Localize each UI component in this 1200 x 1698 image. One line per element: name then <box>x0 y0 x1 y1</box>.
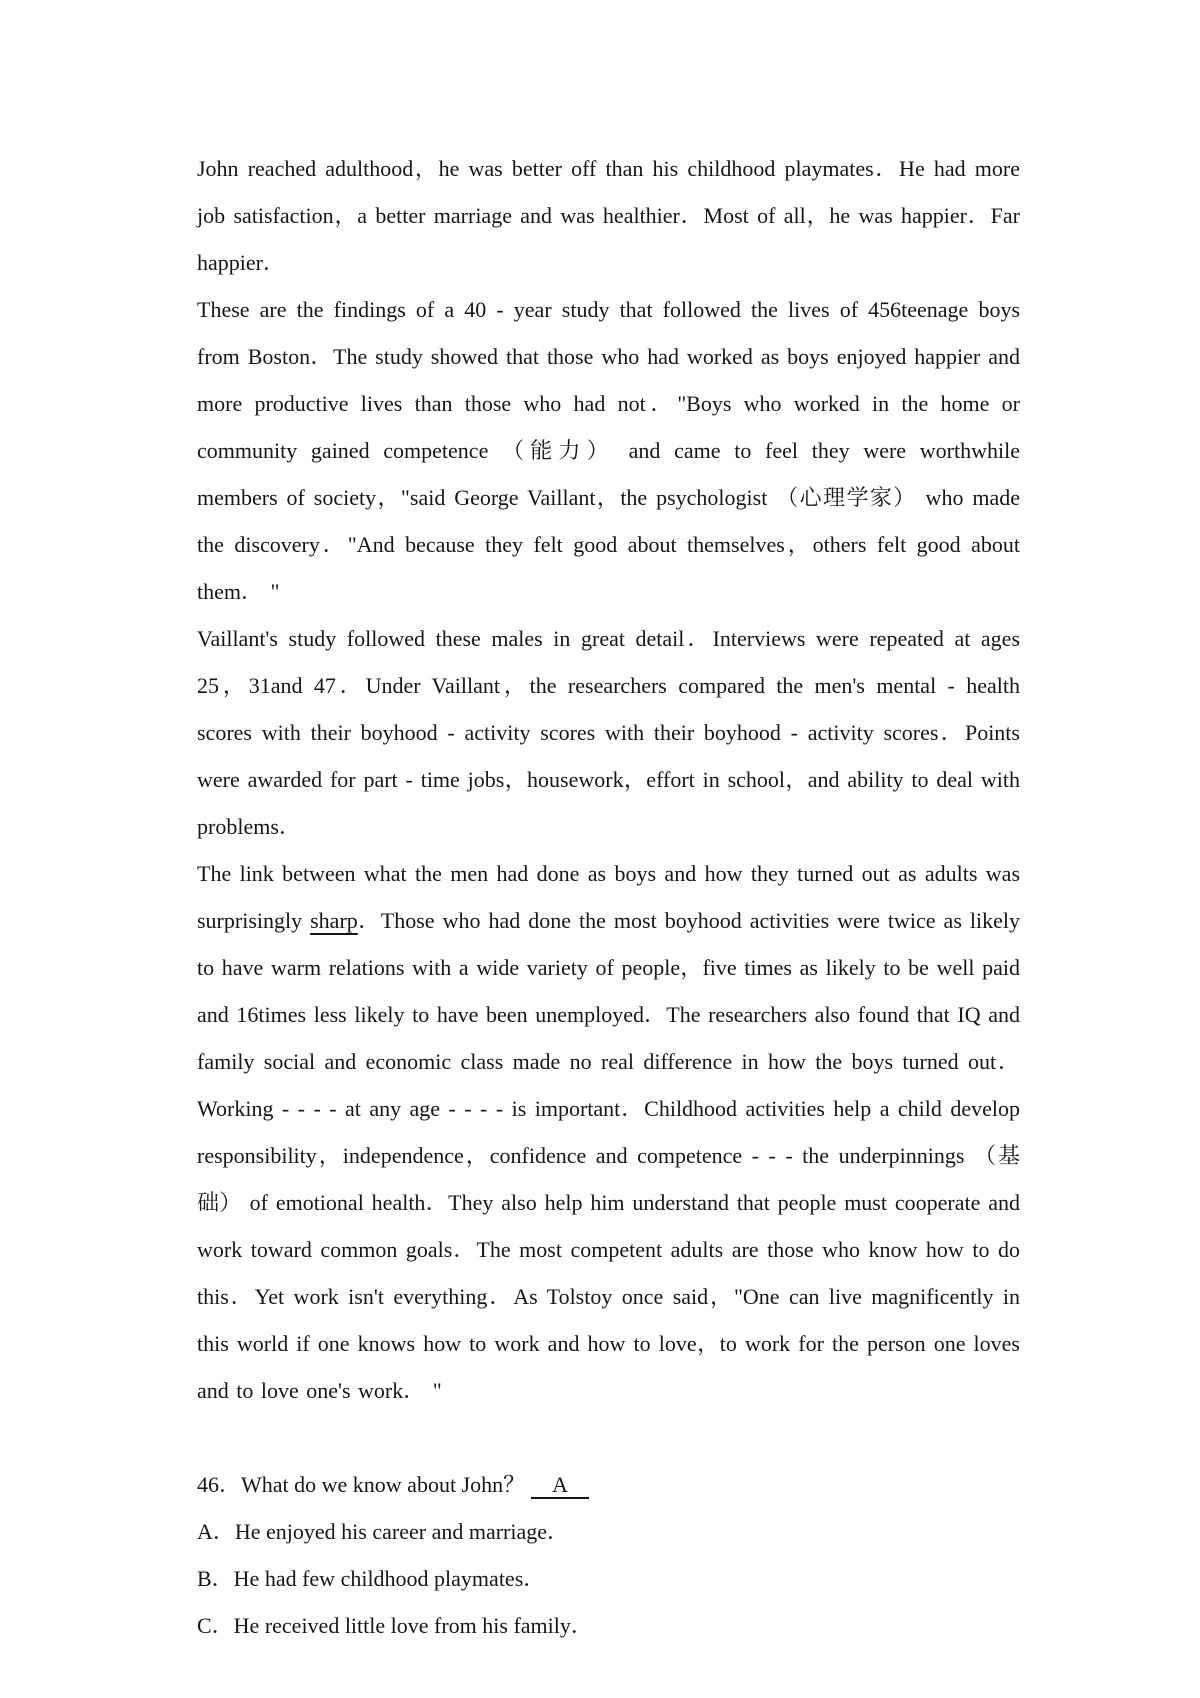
question-section <box>197 1461 1020 1649</box>
passage-paragraph-2: These are the findings of a 40 - year study that followed the lives of 456teenage boys from Boston．The study showed that those who had worked as boys enjoyed happier and more productive lives than those who had not．"Boys who worked in the home or community gained competence （能力） and came to feel they were worthwhile members of society，"said George Vaillant，the psychologist （心理学家） who made the discovery．"And because they felt good about themselves，others felt good about them． " <box>197 297 1020 604</box>
question-46-option-b: B．He had few childhood playmates． <box>197 1566 546 1591</box>
reading-passage <box>197 145 1020 1414</box>
passage-paragraph-3: Vaillant's study followed these males in great detail．Interviews were repeated at ages 25，31and 47．Under Vaillant，the researchers compared the men's mental - health scores with their boyhood - activity scores with their boyhood - activity scores．Points were awarded for part - time jobs，housework，effort in school，and ability to deal with problems． <box>197 626 1020 839</box>
question-46-prompt: 46．What do we know about John？ <box>197 1472 526 1497</box>
passage-paragraph-1: John reached adulthood，he was better off than his childhood playmates．He had more job satisfaction，a better marriage and was healthier．Most of all，he was happier．Far happier． <box>197 156 1020 275</box>
question-46-option-a: A．He enjoyed his career and marriage． <box>197 1519 570 1544</box>
question-46-option-c: C．He received little love from his family． <box>197 1613 593 1638</box>
paragraph-4-text-before-sharp: The link between what the men had done as boys and how they turned out as adults was surprisingly <box>197 861 1020 933</box>
paragraph-4-text-after-sharp: ．Those who had done the most boyhood activities were twice as likely to have warm relations with a wide variety of people，five times as likely to be well paid and 16times less likely to have been unemployed．The researchers also found that IQ and family social and economic class made no real difference in how the boys turned out．Working - - - - at any age - - - - is important．Childhood activities help a child develop responsibility，independence，confidence and competence - - - the underpinnings （基础） of emotional health．They also help him understand that people must cooperate and work toward common goals．The most competent adults are those who know how to do this．Yet work isn't everything．As Tolstoy once said，"One can live magnificently in this world if one knows how to work and how to love，to work for the person one loves and to love one's work． " <box>197 908 1020 1403</box>
underlined-word-sharp: sharp <box>310 908 358 933</box>
passage-paragraph-4 <box>197 850 1020 1414</box>
question-46-answer-blank <box>531 1473 589 1499</box>
question-46-line <box>197 1461 1020 1508</box>
question-46-answer-letter: A <box>552 1472 569 1497</box>
